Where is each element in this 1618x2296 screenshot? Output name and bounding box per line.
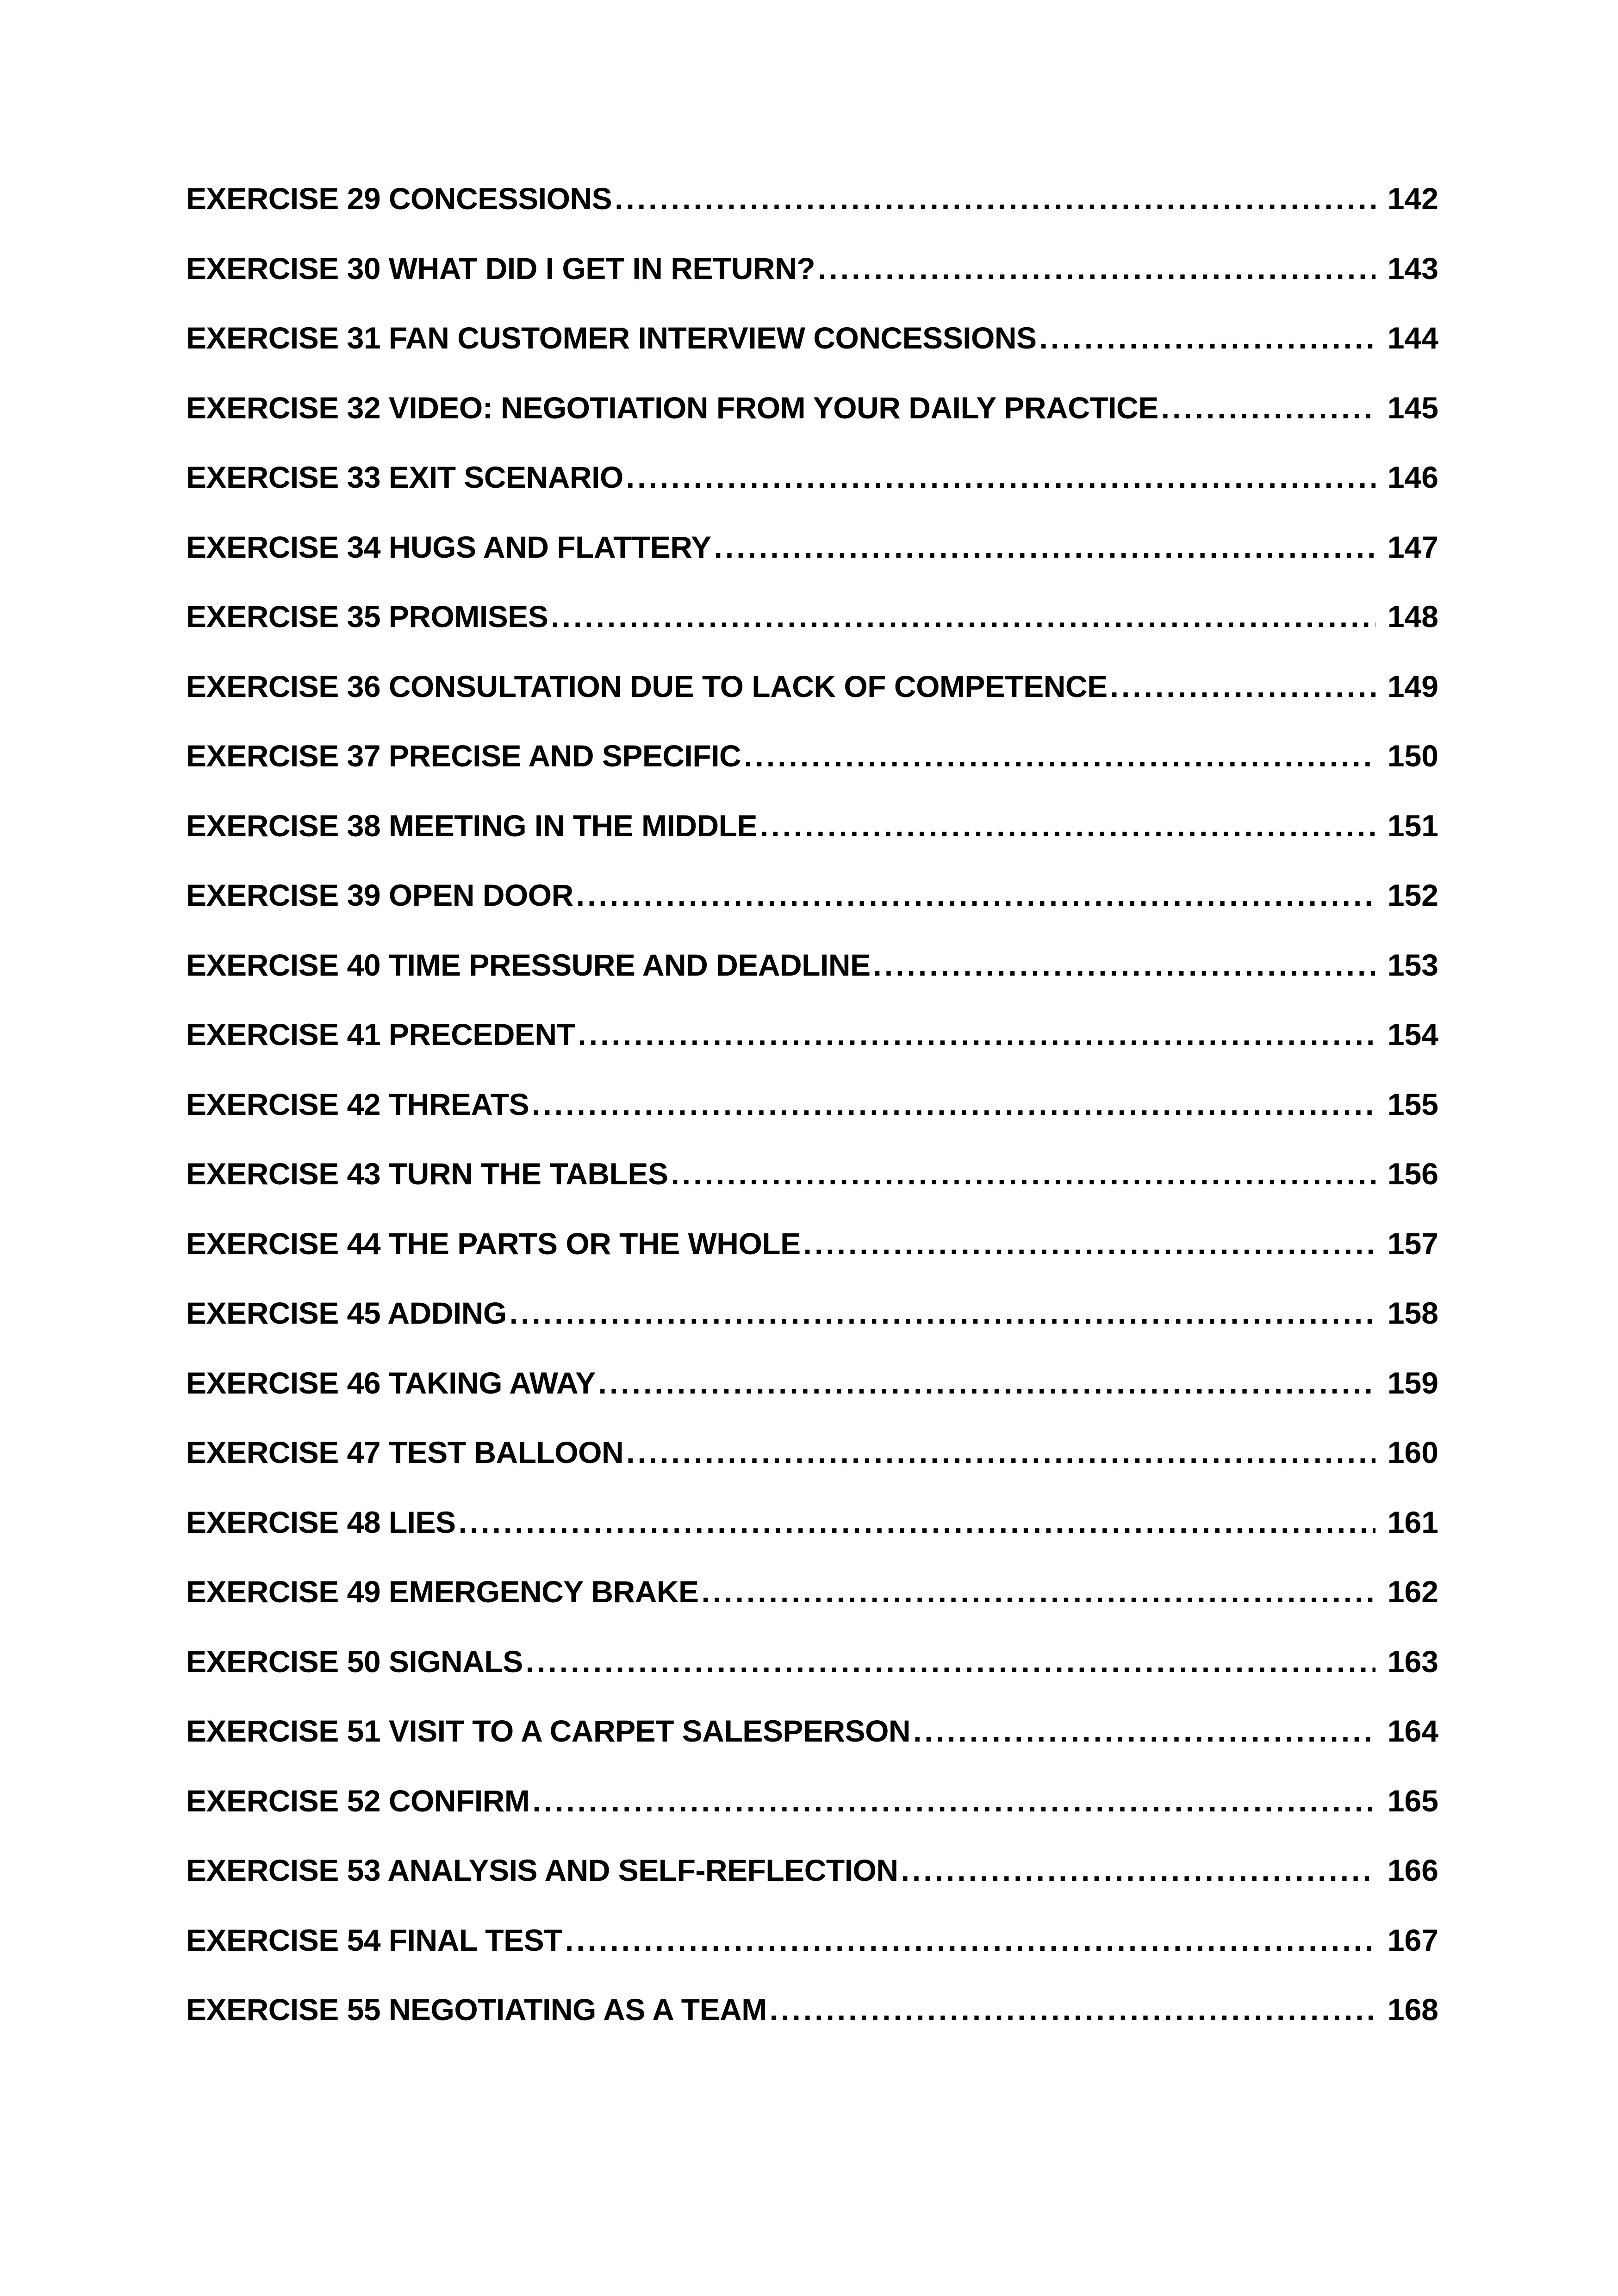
- toc-dot-leader: [551, 601, 1375, 632]
- toc-entry[interactable]: [186, 1646, 1438, 1716]
- toc-entry-title: EXERCISE 37 PRECISE AND SPECIFIC: [186, 740, 741, 773]
- toc-entry-title: EXERCISE 50 SIGNALS: [186, 1646, 523, 1679]
- toc-dot-leader: [526, 1646, 1375, 1677]
- toc-entry[interactable]: [186, 601, 1438, 671]
- toc-entry-title: EXERCISE 52 CONFIRM: [186, 1785, 530, 1818]
- toc-entry[interactable]: [186, 1716, 1438, 1786]
- toc-entry-page-number: 157: [1387, 1228, 1438, 1261]
- toc-entry-title: EXERCISE 55 NEGOTIATING AS A TEAM: [186, 1994, 767, 2027]
- toc-entry[interactable]: [186, 810, 1438, 880]
- toc-entry[interactable]: [186, 462, 1438, 532]
- toc-entry-title: EXERCISE 39 OPEN DOOR: [186, 880, 573, 912]
- toc-entry-page-number: 160: [1387, 1437, 1438, 1469]
- toc-entry-title: EXERCISE 49 EMERGENCY BRAKE: [186, 1576, 699, 1609]
- toc-entry-title: EXERCISE 38 MEETING IN THE MIDDLE: [186, 810, 758, 843]
- toc-dot-leader: [901, 1855, 1375, 1885]
- toc-entry-page-number: 167: [1387, 1924, 1438, 1957]
- toc-entry-title: EXERCISE 40 TIME PRESSURE AND DEADLINE: [186, 949, 871, 982]
- toc-entry-title: EXERCISE 36 CONSULTATION DUE TO LACK OF COMPETENCE: [186, 671, 1108, 703]
- toc-entry[interactable]: [186, 1855, 1438, 1925]
- toc-entry-page-number: 148: [1387, 601, 1438, 634]
- toc-entry-title: EXERCISE 42 THREATS: [186, 1089, 529, 1121]
- toc-dot-leader: [913, 1716, 1375, 1746]
- toc-entry-title: EXERCISE 41 PRECEDENT: [186, 1019, 575, 1052]
- toc-entry[interactable]: [186, 532, 1438, 602]
- toc-entry-page-number: 149: [1387, 671, 1438, 703]
- toc-entry-page-number: 151: [1387, 810, 1438, 843]
- toc-dot-leader: [578, 1019, 1375, 1050]
- toc-dot-leader: [714, 532, 1375, 562]
- toc-entry[interactable]: [186, 1019, 1438, 1089]
- toc-entry-page-number: 158: [1387, 1298, 1438, 1330]
- toc-dot-leader: [532, 1089, 1375, 1120]
- toc-entry-page-number: 163: [1387, 1646, 1438, 1679]
- toc-entry[interactable]: [186, 1298, 1438, 1368]
- toc-dot-leader: [803, 1228, 1375, 1259]
- toc-entry-page-number: 155: [1387, 1089, 1438, 1121]
- toc-dot-leader: [459, 1507, 1375, 1537]
- toc-entry-title: EXERCISE 31 FAN CUSTOMER INTERVIEW CONCESSIONS: [186, 323, 1037, 355]
- toc-dot-leader: [598, 1368, 1375, 1398]
- table-of-contents: [186, 183, 1438, 2064]
- toc-entry[interactable]: [186, 1576, 1438, 1646]
- toc-entry-title: EXERCISE 43 TURN THE TABLES: [186, 1158, 668, 1191]
- toc-entry[interactable]: [186, 671, 1438, 741]
- toc-dot-leader: [626, 462, 1375, 492]
- toc-dot-leader: [873, 950, 1375, 980]
- toc-entry-page-number: 142: [1387, 183, 1438, 216]
- toc-entry-title: EXERCISE 32 VIDEO: NEGOTIATION FROM YOUR DAILY PRACTICE: [186, 392, 1158, 425]
- toc-entry-page-number: 162: [1387, 1576, 1438, 1609]
- toc-dot-leader: [626, 1437, 1375, 1468]
- toc-dot-leader: [671, 1158, 1375, 1189]
- toc-dot-leader: [760, 810, 1375, 841]
- toc-entry[interactable]: [186, 1228, 1438, 1298]
- toc-entry-title: EXERCISE 33 EXIT SCENARIO: [186, 462, 623, 494]
- toc-entry[interactable]: [186, 950, 1438, 1020]
- toc-entry-title: EXERCISE 29 CONCESSIONS: [186, 183, 612, 216]
- toc-entry-title: EXERCISE 47 TEST BALLOON: [186, 1437, 624, 1469]
- toc-entry[interactable]: [186, 392, 1438, 462]
- toc-entry-page-number: 154: [1387, 1019, 1438, 1052]
- toc-entry[interactable]: [186, 1158, 1438, 1228]
- toc-entry[interactable]: [186, 323, 1438, 392]
- toc-dot-leader: [510, 1298, 1375, 1328]
- toc-entry[interactable]: [186, 183, 1438, 253]
- toc-entry-page-number: 153: [1387, 949, 1438, 982]
- toc-entry[interactable]: [186, 1786, 1438, 1855]
- toc-dot-leader: [770, 1994, 1375, 2025]
- toc-entry-title: EXERCISE 53 ANALYSIS AND SELF-REFLECTION: [186, 1855, 898, 1887]
- toc-entry-title: EXERCISE 44 THE PARTS OR THE WHOLE: [186, 1228, 801, 1261]
- toc-entry-page-number: 165: [1387, 1785, 1438, 1818]
- toc-dot-leader: [744, 740, 1375, 771]
- toc-entry-page-number: 159: [1387, 1367, 1438, 1400]
- toc-entry[interactable]: [186, 1437, 1438, 1507]
- toc-entry-page-number: 146: [1387, 462, 1438, 494]
- toc-entry[interactable]: [186, 1507, 1438, 1577]
- toc-entry-page-number: 166: [1387, 1855, 1438, 1887]
- toc-entry-page-number: 156: [1387, 1158, 1438, 1191]
- toc-dot-leader: [532, 1786, 1375, 1816]
- toc-entry-title: EXERCISE 45 ADDING: [186, 1298, 507, 1330]
- toc-entry-title: EXERCISE 34 HUGS AND FLATTERY: [186, 531, 711, 564]
- toc-entry[interactable]: [186, 1089, 1438, 1159]
- toc-entry-title: EXERCISE 48 LIES: [186, 1506, 456, 1539]
- toc-entry[interactable]: [186, 740, 1438, 810]
- toc-entry-title: EXERCISE 30 WHAT DID I GET IN RETURN?: [186, 253, 815, 286]
- toc-dot-leader: [565, 1925, 1375, 1955]
- toc-entry[interactable]: [186, 1925, 1438, 1995]
- toc-dot-leader: [1110, 671, 1375, 702]
- toc-entry-page-number: 168: [1387, 1994, 1438, 2027]
- toc-entry-page-number: 143: [1387, 253, 1438, 286]
- toc-entry-page-number: 147: [1387, 531, 1438, 564]
- toc-entry-title: EXERCISE 46 TAKING AWAY: [186, 1367, 596, 1400]
- toc-entry-page-number: 144: [1387, 323, 1438, 355]
- toc-entry[interactable]: [186, 253, 1438, 323]
- toc-entry-page-number: 150: [1387, 740, 1438, 773]
- toc-entry-page-number: 145: [1387, 392, 1438, 425]
- toc-entry-page-number: 152: [1387, 880, 1438, 912]
- toc-entry[interactable]: [186, 880, 1438, 950]
- toc-entry-page-number: 161: [1387, 1506, 1438, 1539]
- toc-dot-leader: [702, 1576, 1375, 1607]
- toc-dot-leader: [818, 253, 1375, 284]
- toc-dot-leader: [576, 880, 1375, 910]
- toc-entry[interactable]: [186, 1994, 1438, 2064]
- toc-dot-leader: [1039, 323, 1375, 353]
- toc-entry-page-number: 164: [1387, 1716, 1438, 1748]
- toc-entry-title: EXERCISE 54 FINAL TEST: [186, 1924, 562, 1957]
- toc-entry-title: EXERCISE 51 VISIT TO A CARPET SALESPERSON: [186, 1716, 911, 1748]
- toc-dot-leader: [615, 183, 1375, 214]
- toc-entry-title: EXERCISE 35 PROMISES: [186, 601, 548, 634]
- toc-dot-leader: [1161, 392, 1375, 423]
- toc-entry[interactable]: [186, 1368, 1438, 1437]
